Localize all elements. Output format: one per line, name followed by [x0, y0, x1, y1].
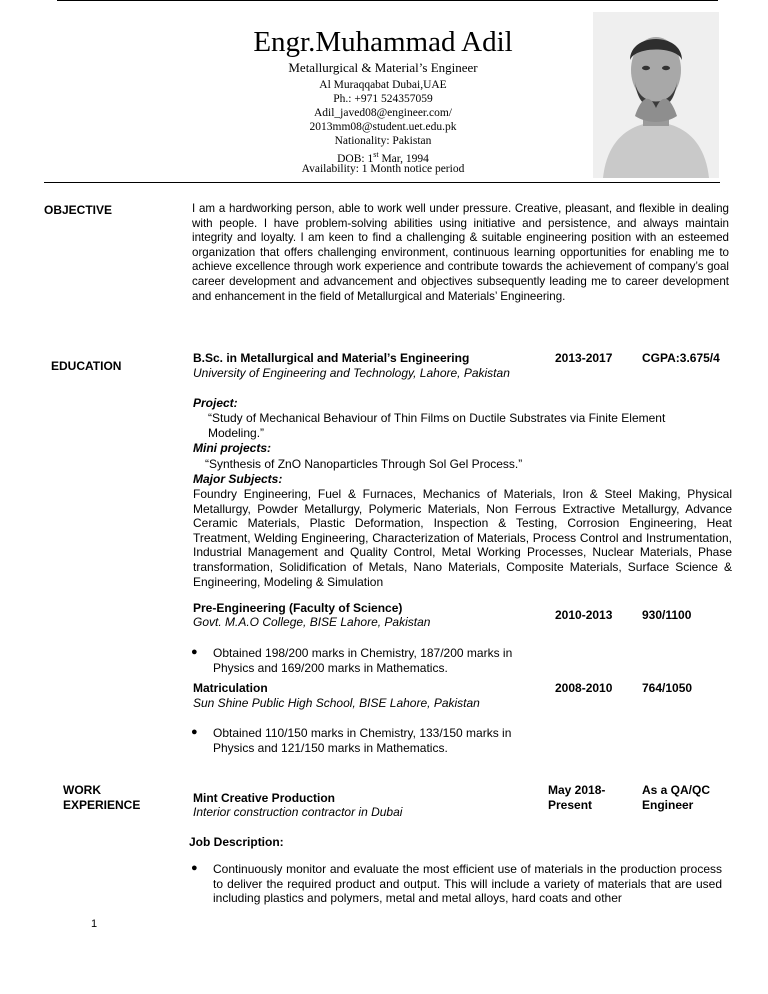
matric-grade: 764/1050 [642, 681, 693, 695]
mini-projects-label: Mini projects: [193, 441, 272, 455]
major-subjects-label: Major Subjects: [193, 472, 283, 486]
work-period-line2: Present [548, 798, 593, 812]
nationality: Nationality: Pakistan [334, 135, 432, 147]
pre-engineering-institution: Govt. M.A.O College, BISE Lahore, Pakistan [193, 615, 431, 629]
pre-engineering-marks: Obtained 198/200 marks in Chemistry, 187/200 marks in Physics and 169/200 marks in Mathematics. [213, 646, 513, 675]
bullet-icon: ● [191, 646, 198, 658]
work-role-line1: As a QA/QC [642, 783, 711, 797]
availability: Availability: 1 Month notice period [301, 163, 465, 175]
work-role-line2: Engineer [642, 798, 694, 812]
bsc-institution: University of Engineering and Technology, Lahore, Pakistan [193, 366, 510, 380]
page-number: 1 [91, 918, 98, 930]
pre-engineering-degree: Pre-Engineering (Faculty of Science) [193, 601, 403, 615]
job-description-text: Continuously monitor and evaluate the most efficient use of materials in the production process to deliver the required product and output. This will include a variety of materials that are used including plastics and polymers, metal and metal alloys, hard coats and other [213, 862, 722, 906]
candidate-title: Metallurgical & Material’s Engineer [288, 60, 478, 75]
phone: Ph.: +971 524357059 [333, 93, 433, 105]
pre-engineering-years: 2010-2013 [555, 608, 613, 622]
header-divider [44, 182, 720, 183]
email-secondary: 2013mm08@student.uet.edu.pk [309, 121, 457, 133]
dob-suffix: Mar, 1994 [378, 152, 429, 165]
objective-heading: OBJECTIVE [44, 203, 113, 217]
major-subjects-text: Foundry Engineering, Fuel & Furnaces, Mechanics of Materials, Iron & Steel Making, Physical Metallurgy, Powder Metallurgy, Polymeric Materials, Non Ferrous Extractive Metallurgy, Advance Ceramic Materials, Plastic Deformation, Inspection & Testing, Corrosion Engineering, Heat Treatment, Welding Engineering, Characterization of Materials, Process Control and Instrumentation, Industrial Management and Quality Control, Metal Working Processes, Nuclear Materials, Phase transformation, Solidification of Metals, Nano Materials, Composite Materials, Surface Science & Engineering, Modeling & Simulation [193, 487, 732, 589]
email-primary: Adil_javed08@engineer.com/ [313, 107, 452, 119]
bullet-icon: ● [191, 862, 198, 874]
project-text: “Study of Mechanical Behaviour of Thin Films on Ductile Substrates via Finite Element Modeling.” [208, 411, 666, 440]
matric-marks: Obtained 110/150 marks in Chemistry, 133/150 marks in Physics and 121/150 marks in Mathematics. [213, 726, 512, 755]
work-heading-line2: EXPERIENCE [63, 798, 141, 812]
profile-photo [593, 12, 719, 178]
objective-text: I am a hardworking person, able to work well under pressure. Creative, pleasant, and flexible in dealing with people. I have problem-solving abilities using initiative and persistence, and always maintain integrity and loyalty. I am keen to find a challenging & suitable engineering position with an esteemed organization that offers challenging environment, continuous learning opportunities for enabling me to achieve excellence through work experience and contribute towards the achievement of company’s goal career development and advancement and objectives subsequently leading me to career development and enhancement in the field of Metallurgical and Materials’ Engineering. [192, 202, 729, 303]
matric-institution: Sun Shine Public High School, BISE Lahore, Pakistan [193, 696, 480, 710]
address: Al Muraqqabat Dubai,UAE [319, 79, 447, 91]
top-rule [57, 0, 718, 1]
matric-degree: Matriculation [193, 681, 268, 695]
bsc-years: 2013-2017 [555, 351, 613, 365]
bsc-grade: CGPA:3.675/4 [642, 351, 720, 365]
job-description-label: Job Description: [189, 835, 284, 849]
profile-photo-illustration [593, 12, 719, 178]
dob-prefix: DOB: 1 [337, 152, 374, 165]
mini-projects-text: “Synthesis of ZnO Nanoparticles Through Sol Gel Process.” [205, 457, 523, 471]
company-description: Interior construction contractor in Dubai [193, 805, 403, 819]
work-heading-line1: WORK [63, 783, 101, 797]
bullet-icon: ● [191, 726, 198, 738]
bsc-degree: B.Sc. in Metallurgical and Material’s Engineering [193, 351, 470, 365]
pre-engineering-grade: 930/1100 [642, 608, 692, 622]
matric-years: 2008-2010 [555, 681, 613, 695]
dob-superscript: st [373, 150, 379, 159]
education-heading: EDUCATION [51, 359, 122, 373]
candidate-name: Engr.Muhammad Adil [253, 26, 513, 58]
work-period-line1: May 2018- [548, 783, 606, 797]
project-label: Project: [193, 396, 238, 410]
company-name: Mint Creative Production [193, 791, 336, 805]
